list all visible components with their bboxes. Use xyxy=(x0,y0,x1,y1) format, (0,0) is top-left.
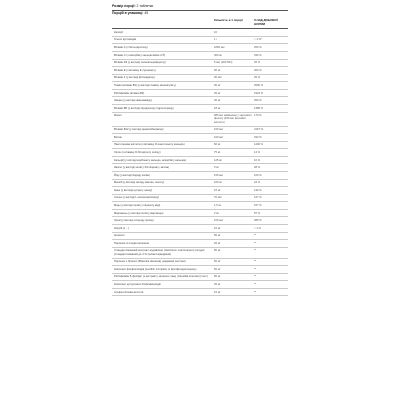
table-row xyxy=(112,52,288,60)
table-row xyxy=(112,266,288,274)
nutrient-amount: 40 мг xyxy=(214,99,221,103)
nutrient-name: Комплекс фосфолипідів (Lecithin Complex) (з фосфатидилсерину) xyxy=(114,267,197,271)
table-row xyxy=(112,225,288,233)
nutrient-daily-value: ** xyxy=(254,282,257,286)
column-header-name xyxy=(112,19,212,26)
nutrient-name: Рибофлавін 5-фосфат (з екстракту зеленого чаю) (Camellia sinensis) (лист) xyxy=(114,275,208,279)
nutrient-name: Порошок із плодів шипшини xyxy=(114,241,150,245)
nutrient-daily-value: ** xyxy=(254,249,257,253)
nutrient-name: Натрій (з ...) xyxy=(114,226,129,230)
column-header-amount: Кількість в 1 порції xyxy=(214,18,243,22)
nutrient-name: Селен (у вигляді L-селенометіоніну) xyxy=(114,196,159,200)
table-row xyxy=(112,67,288,75)
table-row xyxy=(112,248,288,259)
nutrient-daily-value: ** xyxy=(254,290,257,294)
nutrient-amount: 75 мг xyxy=(214,150,221,154)
table-row xyxy=(112,210,288,218)
nutrient-name: Порошок з броколі (Brassica oleracea) (надземні частини) xyxy=(114,260,186,264)
nutrient-daily-value: 136 % xyxy=(254,188,262,192)
nutrient-daily-value: 1200 % xyxy=(254,143,264,147)
nutrient-amount: 50 мг xyxy=(214,267,221,271)
nutrient-amount: 50 мг xyxy=(214,275,221,279)
nutrient-name: Вітамін А (з бета-каротину) xyxy=(114,46,148,50)
nutrient-amount: 15 мг xyxy=(214,290,221,294)
nutrient-amount: 70 мкг xyxy=(214,196,222,200)
nutrient-name: Холін (з вітаміну D-бітартрату холіну) xyxy=(114,150,161,154)
serving-size-value: 2 таблетки xyxy=(136,4,154,8)
nutrient-daily-value: 24 % xyxy=(254,181,261,185)
table-row xyxy=(112,90,288,98)
nutrient-amount: 2 мг xyxy=(214,211,220,215)
nutrient-daily-value: < 1 %* xyxy=(254,38,262,42)
nutrient-amount: 1,5 мг xyxy=(214,204,222,207)
serving-size-line xyxy=(112,4,288,9)
nutrient-amount: 10 xyxy=(214,30,217,34)
nutrient-amount: 300 мг xyxy=(214,53,223,57)
table-row xyxy=(112,157,288,165)
nutrient-daily-value: 1923 % xyxy=(254,91,264,95)
table-row xyxy=(112,202,288,210)
table-row xyxy=(112,289,288,297)
table-row xyxy=(112,29,288,37)
nutrient-amount: 50 мг xyxy=(214,260,221,264)
nutrient-name: Вітамін B6 (у вигляді піридоксину гідрохлориду) xyxy=(114,106,174,110)
nutrient-daily-value: 250 % xyxy=(254,99,262,103)
table-row xyxy=(112,105,288,113)
table-row xyxy=(112,274,288,282)
nutrient-daily-value: ** xyxy=(254,275,257,279)
table-row xyxy=(112,75,288,83)
nutrient-amount: 25 мг xyxy=(214,91,221,95)
nutrient-name: Тіамін (вітамін B1) (у вигляді тіаміну мононітрату) xyxy=(114,83,176,87)
nutrient-daily-value: 10 % xyxy=(254,158,261,162)
nutrient-daily-value: 250 % xyxy=(254,46,262,50)
table-row xyxy=(112,217,288,225)
nutrient-daily-value: < 1 % xyxy=(254,226,261,230)
nutrient-daily-value: 167 % xyxy=(254,204,262,207)
table-row xyxy=(112,195,288,203)
nutrient-daily-value: 4167 % xyxy=(254,128,264,132)
nutrient-daily-value: ** xyxy=(254,260,257,264)
nutrient-amount: 10 мг xyxy=(214,226,221,230)
nutrient-amount: 2250 мкг xyxy=(214,46,225,50)
nutrient-name: Альфа-ліпоєва кислота xyxy=(114,290,144,294)
nutrient-name: Стандартизований екстракт журавлини (Vaccinium macrocarpon) (плоди) (стандартизований до 4 % проантоціанідинів) xyxy=(114,249,205,256)
table-row xyxy=(112,259,288,267)
nutrient-name: Ніацин (у вигляді ніацинаміду) xyxy=(114,99,152,103)
nutrient-amount: 100 мг xyxy=(214,181,223,185)
nutrient-amount: 680 мкг еквіваленту харчового фолату (400 мкг фолієвої кислоти) xyxy=(214,114,252,124)
table-row xyxy=(112,233,288,241)
table-row xyxy=(112,113,288,127)
nutrient-daily-value: 333 % xyxy=(254,135,262,139)
table-row xyxy=(112,149,288,157)
nutrient-name: Інозитол xyxy=(114,234,125,238)
nutrient-amount: 5 мг xyxy=(214,166,220,170)
table-row xyxy=(112,97,288,105)
nutrient-amount: 5 мкг (200 МО) xyxy=(214,61,233,65)
nutrient-amount: 25 мг xyxy=(214,241,221,245)
nutrient-amount: 1 г xyxy=(214,38,218,42)
nutrient-daily-value: 127 % xyxy=(254,196,262,200)
serving-size-label: Розмір порції: xyxy=(112,4,136,8)
table-header xyxy=(112,16,288,29)
nutrient-daily-value: 170 % xyxy=(254,114,262,118)
nutrient-table-body xyxy=(112,29,288,296)
nutrient-name: Рибофлавін (вітамін B2) xyxy=(114,91,145,95)
nutrient-amount: 50 мг xyxy=(214,249,221,253)
nutrient-name: Цинк (у вигляді цитрату цинку) xyxy=(114,188,153,192)
nutrient-name: Калорії xyxy=(114,30,123,34)
nutrient-name: Мідь (у вигляді хелату гліцинату міді) xyxy=(114,204,161,207)
table-row xyxy=(112,44,288,52)
table-row xyxy=(112,240,288,248)
nutrient-name: Хром (у вигляді хлориду хрому) xyxy=(114,219,154,223)
table-row xyxy=(112,82,288,90)
table-row xyxy=(112,187,288,195)
nutrient-daily-value: 333 % xyxy=(254,53,262,57)
table-row xyxy=(112,134,288,142)
servings-label: Порцій в упаковці: xyxy=(112,11,144,15)
nutrient-amount: 100 мкг xyxy=(214,219,224,223)
nutrient-amount: 30 мг xyxy=(214,83,221,87)
nutrient-name: Фолат xyxy=(114,114,122,118)
nutrient-amount: 18 мг xyxy=(214,106,221,110)
nutrient-daily-value: 1385 % xyxy=(254,106,264,110)
nutrient-name: Вітамін С (з аскорбату кальцію Ester-C®) xyxy=(114,53,166,57)
table-row xyxy=(112,180,288,188)
nutrient-daily-value: 100 % xyxy=(254,173,262,177)
nutrient-amount: 100 мкг xyxy=(214,128,224,132)
nutrient-name: Біотин xyxy=(114,135,123,139)
nutrient-daily-value: 2500 % xyxy=(254,83,264,87)
nutrient-amount: 150 мкг xyxy=(214,173,224,177)
nutrient-amount: 15 мг xyxy=(214,188,221,192)
nutrient-name: Марганець (у вигляді хелату марганцю) xyxy=(114,211,164,215)
table-row xyxy=(112,281,288,289)
nutrient-amount: 125 мг xyxy=(214,158,223,162)
nutrient-daily-value: 400 % xyxy=(254,68,262,72)
nutrient-name: Пантотенова кислота (з вітаміну D-пантотенату кальцію) xyxy=(114,143,185,147)
table-row xyxy=(112,37,288,45)
nutrient-amount: 25 мг xyxy=(214,282,221,286)
table-row xyxy=(112,164,288,172)
nutrient-daily-value: 28 % xyxy=(254,166,261,170)
nutrient-amount: 60 мг xyxy=(214,143,221,147)
nutrient-amount: 50 мг xyxy=(214,234,221,238)
nutrient-daily-value: 286 % xyxy=(254,219,262,223)
nutrient-daily-value: 25 % xyxy=(254,61,261,65)
nutrient-daily-value: 87 % xyxy=(254,211,261,215)
nutrient-daily-value: 25 % xyxy=(254,76,261,80)
table-row xyxy=(112,142,288,150)
nutrient-daily-value xyxy=(252,29,288,36)
column-header-daily-value: % ВІД ДОБОВОЇ НОРМИ xyxy=(254,18,278,26)
table-row xyxy=(112,127,288,135)
nutrient-daily-value: ** xyxy=(254,241,257,245)
nutrient-name: Вітамін D3 (у вигляді холекальциферолу) xyxy=(114,61,166,65)
servings-value: 45 xyxy=(144,11,149,15)
nutrient-name: Магній (у вигляді оксиду магнію, хелату) xyxy=(114,181,165,185)
supplement-facts-panel xyxy=(112,4,288,296)
table-row xyxy=(112,172,288,180)
nutrient-name: Вітамін B12 (у вигляді ціанокобаламіну) xyxy=(114,128,164,132)
nutrient-daily-value: 14 % xyxy=(254,150,261,154)
nutrient-daily-value: ** xyxy=(254,267,257,271)
nutrient-amount: 60 мг xyxy=(214,68,221,72)
nutrient-name: Залізо (у вигляді хелату бісгліцинату заліза) xyxy=(114,166,169,170)
nutrient-amount: 30 мкг xyxy=(214,76,222,80)
nutrient-name: Комплекс цитрусових біофлавоноїдів xyxy=(114,282,161,286)
table-row xyxy=(112,60,288,68)
nutrient-name: Усього вуглеводів xyxy=(114,38,137,42)
nutrient-amount: 100 мкг xyxy=(214,135,224,139)
nutrient-name: Вітамін К (у вигляді фітонадіону) xyxy=(114,76,155,80)
nutrient-name: Йод (у вигляді йодиду калію) xyxy=(114,173,150,177)
nutrient-name: Вітамін Е (з вітаміну Е сукцинату) xyxy=(114,68,156,72)
nutrient-name: Кальцій (у вигляді карбонату кальцію, аскорбату кальцію) xyxy=(114,158,187,162)
nutrient-daily-value: ** xyxy=(254,234,257,238)
